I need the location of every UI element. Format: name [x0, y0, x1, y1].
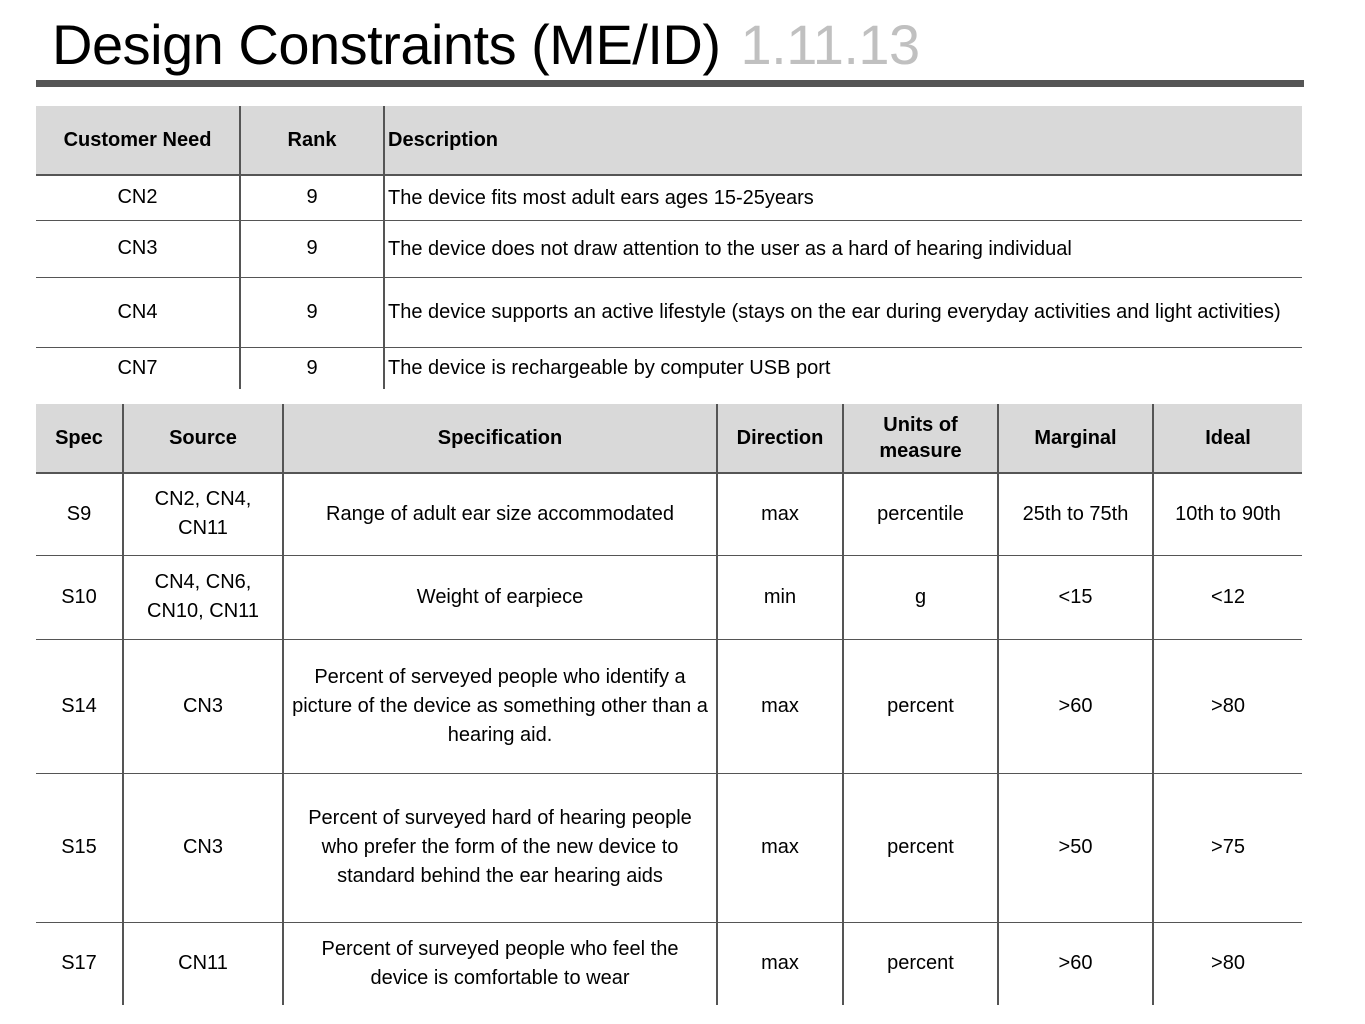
slide-title: [52, 12, 920, 78]
header-marginal: Marginal: [998, 404, 1153, 473]
spec-ideal: >75: [1153, 773, 1302, 922]
spec-id: S10: [36, 555, 123, 639]
need-rank: 9: [240, 220, 384, 277]
need-rank: 9: [240, 277, 384, 347]
customer-needs-table: [36, 106, 1302, 389]
spec-units: percent: [843, 922, 998, 1005]
header-spec: Spec: [36, 404, 123, 473]
header-description: Description: [384, 106, 1302, 175]
spec-units: percent: [843, 639, 998, 773]
table-row: [36, 555, 1302, 639]
spec-ideal: <12: [1153, 555, 1302, 639]
need-id: CN4: [36, 277, 240, 347]
spec-units: percent: [843, 773, 998, 922]
header-units: Units of measure: [843, 404, 998, 473]
spec-specification: Range of adult ear size accommodated: [283, 473, 717, 555]
spec-id: S14: [36, 639, 123, 773]
need-rank: 9: [240, 175, 384, 220]
table-row: [36, 639, 1302, 773]
spec-id: S15: [36, 773, 123, 922]
table-row: [36, 175, 1302, 220]
spec-source: CN3: [123, 639, 283, 773]
spec-ideal: 10th to 90th: [1153, 473, 1302, 555]
spec-id: S17: [36, 922, 123, 1005]
header-direction: Direction: [717, 404, 843, 473]
spec-direction: max: [717, 773, 843, 922]
header-source: Source: [123, 404, 283, 473]
table-row: [36, 347, 1302, 389]
spec-ideal: >80: [1211, 952, 1245, 975]
spec-source: CN4, CN6, CN10, CN11: [123, 555, 283, 639]
need-rank: 9: [240, 347, 384, 389]
header-rank: Rank: [240, 106, 384, 175]
need-id: CN3: [36, 220, 240, 277]
header-specification: Specification: [283, 404, 717, 473]
spec-marginal: <15: [998, 555, 1153, 639]
need-id: CN7: [36, 347, 240, 389]
spec-units: percentile: [843, 473, 998, 555]
table-header-row: [36, 106, 1302, 175]
spec-specification: Percent of serveyed people who identify a picture of the device as something other than a hearing aid.: [283, 639, 717, 773]
spec-source: CN11: [123, 922, 283, 1005]
spec-specification: Percent of surveyed hard of hearing people who prefer the form of the new device to standard behind the ear hearing aids: [283, 773, 717, 922]
table-row: [36, 277, 1302, 347]
spec-marginal: >60: [998, 922, 1153, 1005]
table-row: [36, 220, 1302, 277]
table-header-row: [36, 404, 1302, 473]
need-description: The device fits most adult ears ages 15-25years: [384, 175, 1302, 220]
spec-direction: max: [717, 639, 843, 773]
spec-units: g: [843, 555, 998, 639]
spec-id: S9: [36, 473, 123, 555]
spec-specification: Weight of earpiece: [283, 555, 717, 639]
table-row: [36, 773, 1302, 922]
spec-ideal: >80: [1153, 639, 1302, 773]
spec-marginal: 25th to 75th: [998, 473, 1153, 555]
header-ideal: Ideal: [1153, 404, 1302, 473]
spec-direction: max: [717, 922, 843, 1005]
spec-source: CN2, CN4, CN11: [123, 473, 283, 555]
spec-direction: max: [717, 473, 843, 555]
need-description: The device does not draw attention to the user as a hard of hearing individual: [384, 220, 1302, 277]
table-row: [36, 473, 1302, 555]
spec-marginal: >50: [998, 773, 1153, 922]
need-description: The device supports an active lifestyle (stays on the ear during everyday activities and light activities): [384, 277, 1302, 347]
spec-marginal: >60: [998, 639, 1153, 773]
specifications-table: [36, 404, 1302, 1005]
table-row: [36, 922, 1302, 1005]
version-label: 1.11.13: [740, 13, 920, 76]
need-id: CN2: [36, 175, 240, 220]
title-divider: [36, 80, 1304, 87]
need-description: The device is rechargeable by computer USB port: [388, 357, 831, 380]
header-customer-need: Customer Need: [36, 106, 240, 175]
spec-specification: Percent of surveyed people who feel the device is comfortable to wear: [283, 922, 717, 1005]
spec-source: CN3: [123, 773, 283, 922]
title-text: Design Constraints (ME/ID): [52, 13, 721, 76]
spec-direction: min: [717, 555, 843, 639]
